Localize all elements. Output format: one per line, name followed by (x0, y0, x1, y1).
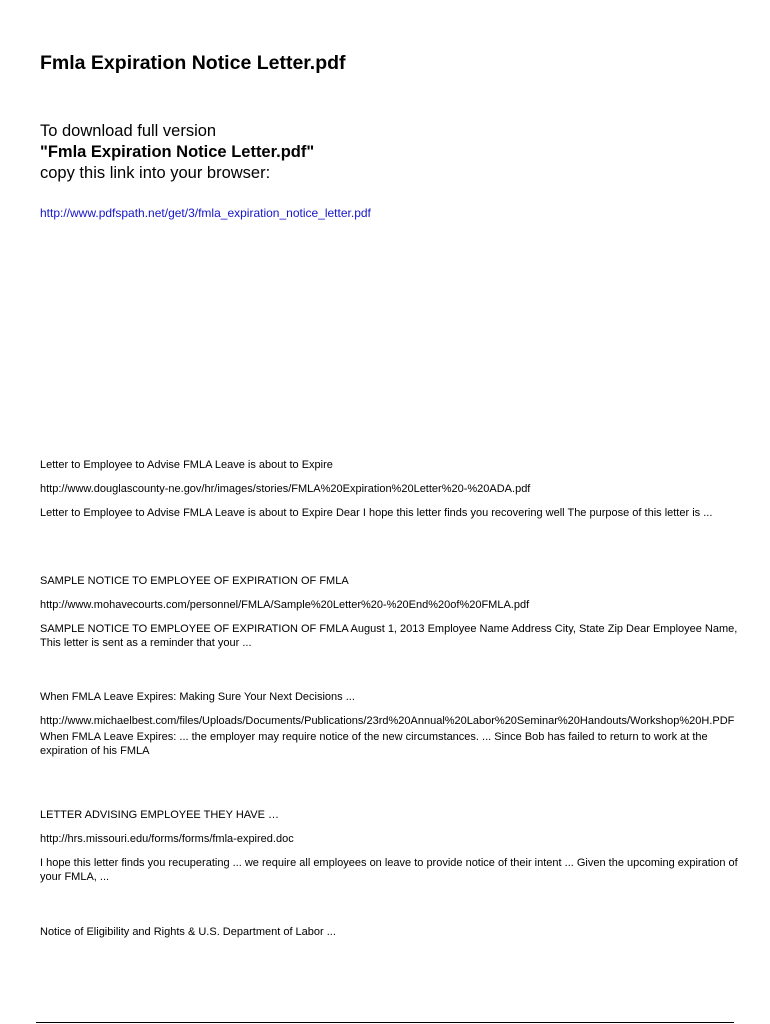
result-url[interactable]: http://hrs.missouri.edu/forms/forms/fmla-expired.doc (40, 833, 294, 845)
search-result (40, 458, 752, 520)
result-url[interactable]: http://www.douglascounty-ne.gov/hr/images/stories/FMLA%20Expiration%20Letter%20-%20ADA.pdf (40, 483, 531, 495)
result-title: Notice of Eligibility and Rights & U.S. Department of Labor ... (40, 926, 336, 938)
download-line: To download full version (40, 122, 217, 140)
download-instructions (40, 121, 314, 184)
search-result (40, 690, 752, 758)
result-url[interactable]: http://www.mohavecourts.com/personnel/FMLA/Sample%20Letter%20-%20End%20of%20FMLA.pdf (40, 599, 530, 611)
result-title: LETTER ADVISING EMPLOYEE THEY HAVE … (40, 809, 280, 821)
document-title: Fmla Expiration Notice Letter.pdf (40, 52, 346, 74)
result-snippet: Letter to Employee to Advise FMLA Leave is about to Expire Dear I hope this letter finds you recovering well The purpose of this letter is ... (40, 507, 713, 519)
result-title: When FMLA Leave Expires: Making Sure Your Next Decisions ... (40, 691, 355, 703)
search-result (40, 925, 752, 939)
result-title: Letter to Employee to Advise FMLA Leave is about to Expire (40, 459, 333, 471)
download-copy-line: copy this link into your browser: (40, 164, 271, 182)
result-title: SAMPLE NOTICE TO EMPLOYEE OF EXPIRATION OF FMLA (40, 575, 349, 587)
search-result (40, 574, 752, 650)
footer-divider (36, 1022, 734, 1023)
result-snippet: SAMPLE NOTICE TO EMPLOYEE OF EXPIRATION OF FMLA August 1, 2013 Employee Name Address City, State Zip Dear Employee Name, This letter is sent as a reminder that your ... (40, 623, 738, 649)
result-snippet: I hope this letter finds you recuperating ... we require all employees on leave to provide notice of their intent ... Given the upcoming expiration of your FMLA, ... (40, 857, 738, 883)
result-snippet: When FMLA Leave Expires: ... the employer may require notice of the new circumstances. ... Since Bob has failed to return to work at the expiration of his FMLA (40, 731, 708, 757)
result-url[interactable]: http://www.michaelbest.com/files/Uploads/Documents/Publications/23rd%20Annual%20Labor%20Seminar%20Handouts/Workshop%20H.PDF (40, 715, 735, 727)
search-result (40, 808, 752, 884)
download-link[interactable]: http://www.pdfspath.net/get/3/fmla_expiration_notice_letter.pdf (40, 206, 371, 220)
download-file-name: "Fmla Expiration Notice Letter.pdf" (40, 143, 315, 161)
